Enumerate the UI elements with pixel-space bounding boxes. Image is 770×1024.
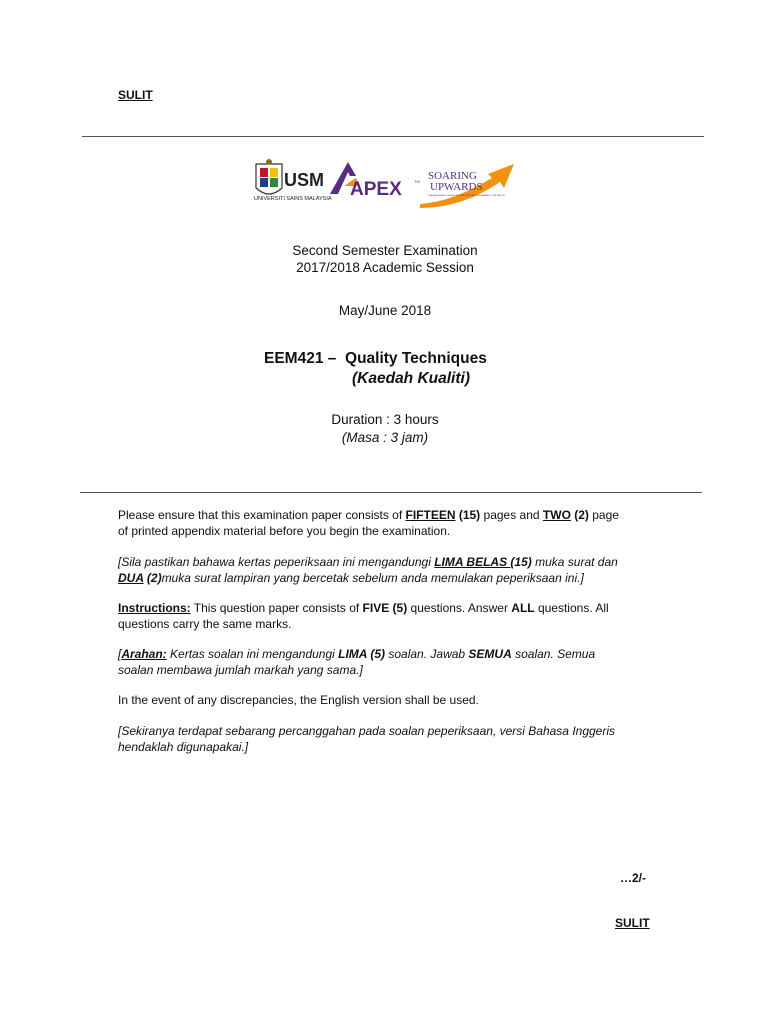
soaring-line2: UPWARDS — [430, 181, 483, 193]
apex-tm: TM — [414, 179, 420, 184]
discrepancy-note-en: In the event of any discrepancies, the English version shall be used. — [118, 693, 479, 707]
dua-emphasis: DUA — [118, 571, 144, 585]
course-title: Quality Techniques — [345, 350, 487, 367]
instruction-questions-malay: [Arahan: Kertas soalan ini mengandungi LIMA (5) soalan. Jawab SEMUA soalan. Semua soalan membawa jumlah markah yang sama.] — [118, 647, 596, 677]
lima-belas-emphasis: LIMA BELAS — [434, 555, 511, 569]
usm-crest-icon — [256, 159, 282, 194]
instruction-questions-en: Instructions: This question paper consists of FIVE (5) questions. Answer ALL questions. All questions carry the same marks. — [118, 601, 609, 631]
instruction-pages-malay: [Sila pastikan bahawa kertas peperiksaan ini mengandungi LIMA BELAS (15) muka surat dan DUA (2)muka surat lampiran yang bercetak sebelum anda memulakan peperiksaan ini.] — [118, 555, 618, 585]
middle-divider — [80, 492, 702, 493]
soaring-caption: TRANSFORMING HIGHER EDUCATION FOR A SUSTAINABLE TOMORROW — [428, 195, 505, 197]
course-title-malay: (Kaedah Kualiti) — [352, 370, 470, 387]
discrepancy-note-malay: [Sekiranya terdapat sebarang percanggahan pada soalan peperiksaan, versi Bahasa Inggeris hendaklah digunapakai.] — [118, 724, 616, 754]
fifteen-emphasis: FIFTEEN — [405, 508, 456, 522]
course-title-line — [264, 350, 487, 368]
exam-month: May/June 2018 — [338, 303, 432, 318]
instructions-label: Instructions: — [118, 601, 191, 615]
university-logos — [252, 158, 522, 212]
exam-session: 2017/2018 Academic Session — [296, 260, 474, 275]
usm-caption: UNIVERSITI SAINS MALAYSIA — [254, 196, 332, 202]
next-page-marker: …2/- — [620, 871, 647, 885]
sulit-label-top: SULIT — [118, 88, 153, 102]
instruction-pages-en: Please ensure that this examination paper consists of FIFTEEN (15) pages and TWO (2) page of printed appendix material before you begin the examination. — [118, 508, 619, 538]
two-emphasis: TWO — [542, 508, 571, 522]
arahan-label: Arahan: — [121, 647, 167, 661]
logo-strip — [252, 158, 522, 212]
usm-wordmark: USM — [284, 170, 324, 190]
exam-duration: Duration : 3 hours — [331, 412, 439, 427]
apex-wordmark: APEX — [350, 179, 402, 200]
top-divider — [82, 136, 704, 137]
soaring-line1: SOARING — [428, 170, 477, 182]
sulit-label-bottom: SULIT — [615, 916, 650, 930]
exam-duration-malay: (Masa : 3 jam) — [341, 430, 429, 445]
exam-semester: Second Semester Examination — [292, 243, 478, 258]
course-code: EEM421 – — [264, 350, 337, 367]
